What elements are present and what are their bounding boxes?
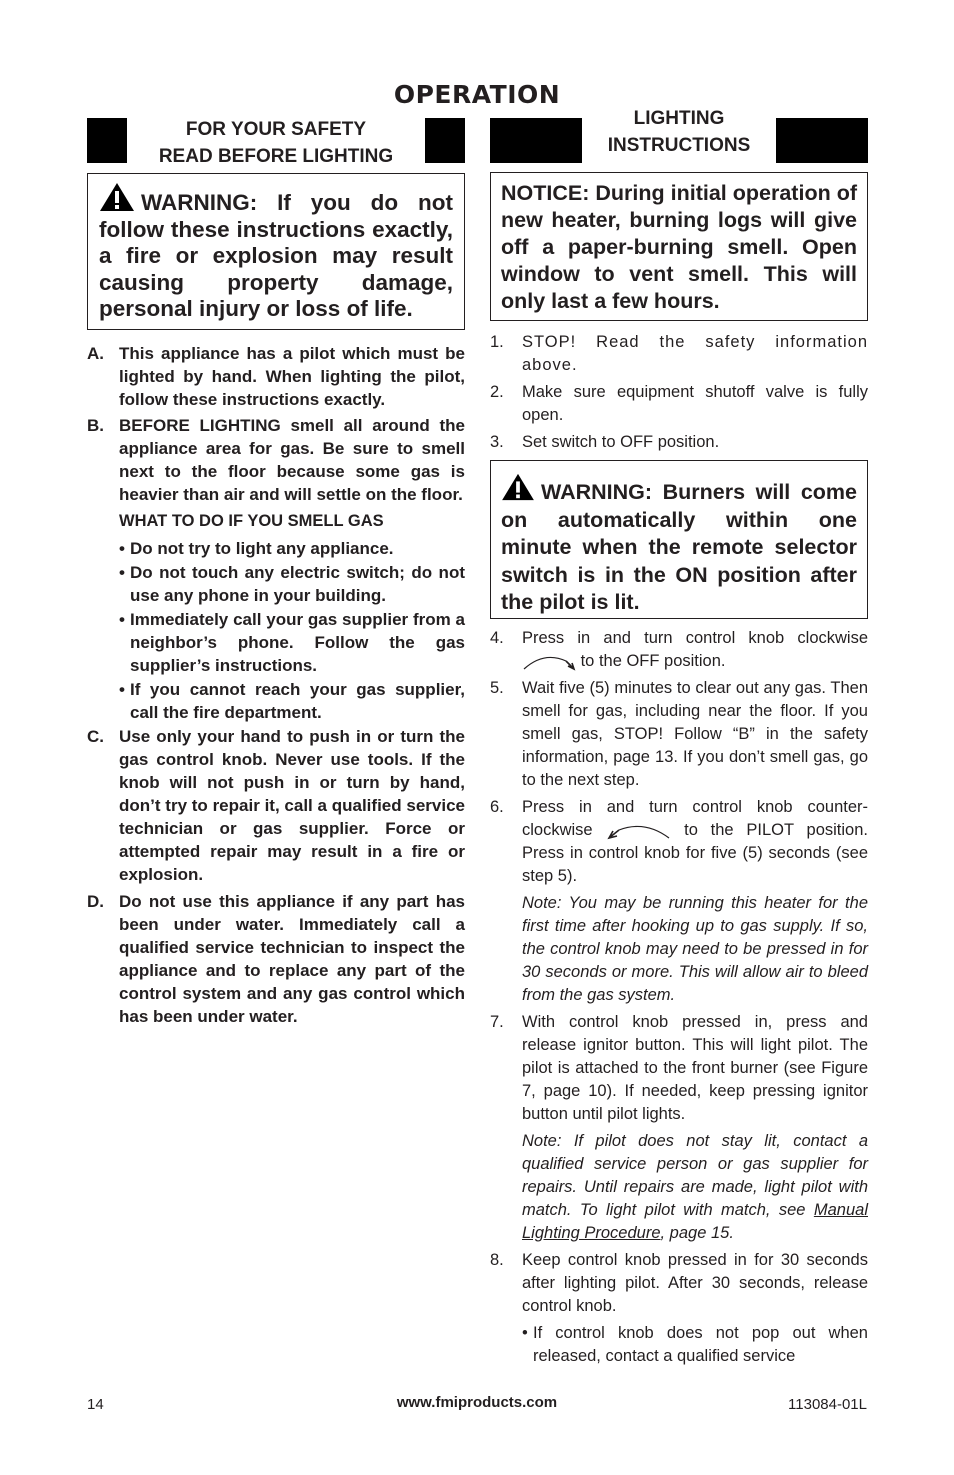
safety-item-b: B. BEFORE LIGHTING smell all around the appliance area for gas. Be sure to smell next to the floor because some gas is heavier than air and will settle on the floor. WHAT TO DO IF YOU SMELL GAS • Do not try to light any appliance. • Do not touch any electric switch; do not use any phone in your building. • Immediately call your gas supplier from a neighbor’s phone. Follow the gas supplier’s instructions. • If you cannot reach your gas supplier, call the fire department. <box>87 416 465 722</box>
fire-warning-text: WARNING: If you do not follow these instructions exactly, a fire or explosion may result causing property damage, personal injury or loss of life. <box>99 190 453 321</box>
smell-bullet: • Do not touch any electric switch; do not use any phone in your building. <box>119 563 465 605</box>
safety-item-c: C. Use only your hand to push in or turn the gas control knob. Never use tools. If the knob will not push in or turn by hand, don’t try to repair it, call a qualified service technician or gas supplier. Force or attempted repair may result in a fire or explosion. <box>87 727 465 884</box>
warning-triangle-icon <box>501 473 535 501</box>
page-title: OPERATION <box>393 80 561 109</box>
lighting-steps-4-8 <box>490 627 868 1368</box>
step-2: 2. Make sure equipment shutoff valve is fully open. <box>490 383 868 424</box>
lighting-steps-1-3 <box>490 331 868 454</box>
step-8: 8. Keep control knob pressed in for 30 seconds after lighting pilot. After 30 seconds, release control knob. • If control knob does not pop out when released, contact a qualified service <box>490 1249 868 1368</box>
header-black-block-right <box>425 118 465 163</box>
burner-warning-box <box>490 460 868 619</box>
step-4: 4. Press in and turn control knob clockwise to the OFF position. <box>490 629 868 670</box>
notice-box <box>490 172 868 321</box>
step-7-note: Note: If pilot does not stay lit, contact a qualified service person or gas supplier for repairs. Until repairs are made, light pilot with match. To light pilot with match, see Manual Lighting Procedure, page 15. <box>522 1132 868 1242</box>
smell-bullet: • If you cannot reach your gas supplier, call the fire department. <box>119 680 465 722</box>
document-number: 113084-01L <box>788 1396 867 1413</box>
lighting-header-text: LIGHTING INSTRUCTIONS <box>607 108 751 156</box>
clockwise-arrow-icon <box>522 653 576 671</box>
step-3: 3. Set switch to OFF position. <box>490 433 720 451</box>
warning-triangle-icon <box>99 182 135 212</box>
lighting-header <box>490 108 868 164</box>
header-black-block-left <box>490 118 582 163</box>
step-1: 1. STOP! Read the safety information above. <box>490 333 868 374</box>
safety-list <box>87 342 465 1028</box>
notice-text: NOTICE: During initial operation of new heater, burning logs will give off a paper-burning smell. Open window to vent smell. This will only last a few hours. <box>501 181 857 313</box>
safety-header <box>87 116 465 167</box>
safety-item-a: A. This appliance has a pilot which must be lighted by hand. When lighting the pilot, follow these instructions exactly. <box>87 344 465 409</box>
counterclockwise-arrow-icon <box>605 822 671 840</box>
burner-warning-text: WARNING: Burners will come on automatically within one minute when the remote selector switch is in the ON position after the pilot is lit. <box>501 480 857 614</box>
fire-warning-box <box>87 173 465 330</box>
website-link[interactable]: www.fmiproducts.com <box>396 1394 558 1411</box>
safety-item-d: D. Do not use this appliance if any part has been under water. Immediately call a qualified service technician to inspect the appliance and to replace any part of the control system and any gas control which has been under water. <box>87 892 465 1026</box>
step-6: 6. Press in and turn control knob counter-clockwise to the PILOT position. Press in control knob for five (5) seconds (see step 5). Note: You may be running this heater for the first time after hooking up to gas supply. If so, the control knob may need to be pressed in for 30 seconds or more. This will allow air to bleed from the gas system. <box>490 796 868 1007</box>
smell-bullet: • Immediately call your gas supplier from a neighbor’s phone. Follow the gas supplier’s instructions. <box>119 610 465 675</box>
header-black-block-left <box>87 118 127 163</box>
manual-lighting-link[interactable]: Manual Lighting Procedure <box>522 1201 868 1242</box>
step-7: 7. With control knob pressed in, press and release ignitor button. This will light pilot. The pilot is attached to the front burner (see Figure 7, page 10). If needed, keep pressing ignitor button until pilot lights. Note: If pilot does not stay lit, contact a qualified service person or gas supplier for repairs. Until repairs are made, light pilot with match. To light pilot with match, see Manual Lighting Procedure, page 15. <box>490 1011 868 1245</box>
safety-header-text: FOR YOUR SAFETY READ BEFORE LIGHTING <box>158 119 394 167</box>
smell-gas-heading: WHAT TO DO IF YOU SMELL GAS <box>119 512 384 530</box>
page-number: 14 <box>87 1396 104 1413</box>
step-6-note: Note: You may be running this heater for the first time after hooking up to gas supply. If so, the control knob may need to be pressed in for 30 seconds or more. This will allow air to bleed from the gas system. <box>522 894 868 1004</box>
step-5: 5. Wait five (5) minutes to clear out any gas. Then smell for gas, including near the floor. If you smell gas, STOP! Follow “B” in the safety information, page 13. If you don’t smell gas, go to the next step. <box>490 679 868 789</box>
header-black-block-right <box>776 118 868 163</box>
smell-bullet: • Do not try to light any appliance. <box>119 539 394 558</box>
step-8-bullet: • If control knob does not pop out when released, contact a qualified service <box>522 1324 868 1365</box>
